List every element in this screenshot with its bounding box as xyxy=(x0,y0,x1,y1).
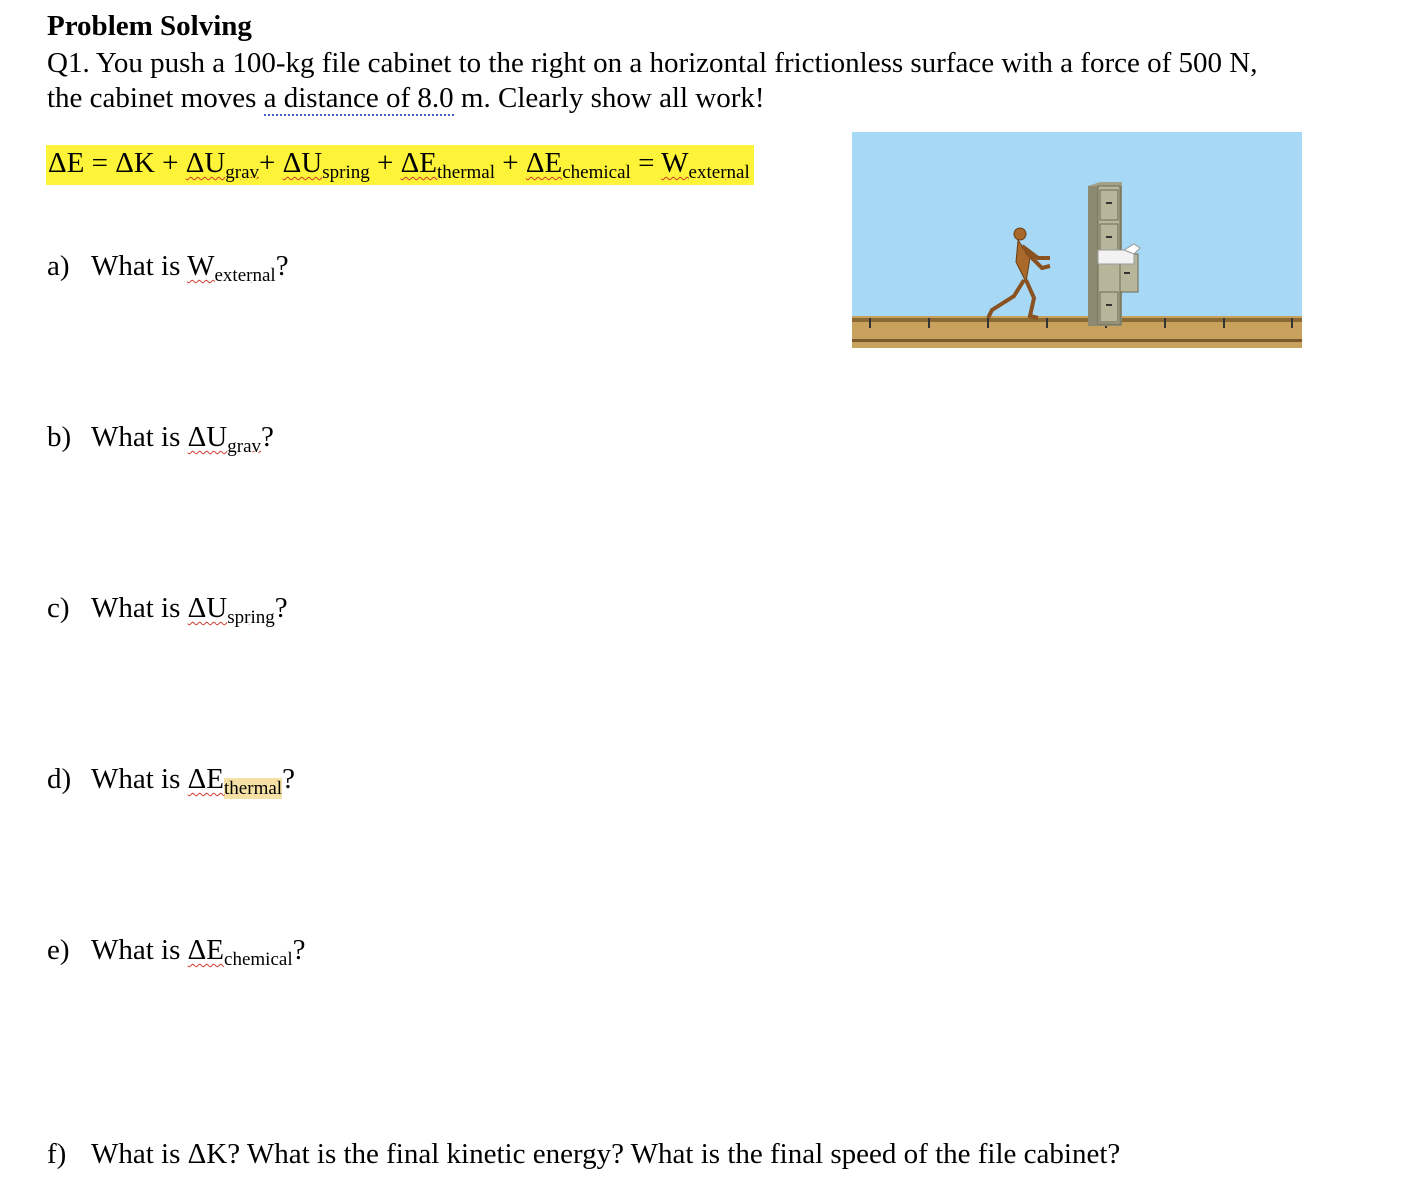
eq-plus: + xyxy=(495,147,526,179)
part-text: What is xyxy=(91,592,188,624)
eq-plus: + xyxy=(154,147,186,179)
symbol-main: ΔE xyxy=(187,934,225,966)
part-text: What is xyxy=(91,763,188,795)
symbol-subscript: grav xyxy=(227,436,262,457)
eq-symbol: ΔE xyxy=(525,147,563,179)
question-text: the cabinet moves xyxy=(47,82,264,114)
part-a xyxy=(47,250,289,286)
energy-equation xyxy=(46,145,754,185)
eq-symbol: W xyxy=(661,147,689,179)
part-label: a) xyxy=(47,250,70,282)
illustration-svg xyxy=(852,132,1302,348)
part-symbol xyxy=(187,763,283,799)
part-label: c) xyxy=(47,592,70,624)
part-text: What is xyxy=(91,934,188,966)
symbol-subscript: thermal xyxy=(224,778,283,799)
page-heading: Problem Solving xyxy=(47,10,252,42)
part-end: ? xyxy=(274,592,288,624)
eq-delta-e-thermal xyxy=(400,147,496,183)
part-symbol xyxy=(187,250,276,286)
part-f xyxy=(47,1138,1120,1171)
eq-subscript: spring xyxy=(322,162,370,183)
part-label: e) xyxy=(47,934,70,966)
part-b xyxy=(47,421,274,457)
eq-delta-e: ΔE xyxy=(48,147,85,179)
part-label: b) xyxy=(47,421,72,453)
part-label: f) xyxy=(47,1138,67,1170)
eq-delta-k: ΔK xyxy=(115,147,155,179)
eq-delta-u-spring xyxy=(282,147,370,183)
part-text: What is ΔK? What is the final kinetic energy? What is the final speed of the file cabinet? xyxy=(91,1138,1121,1170)
eq-w-external xyxy=(661,147,750,183)
eq-symbol: ΔE xyxy=(400,147,437,179)
question-line-2 xyxy=(47,81,765,115)
eq-plus: + xyxy=(369,147,401,179)
eq-subscript: chemical xyxy=(562,162,631,183)
symbol-main: ΔU xyxy=(187,592,228,624)
sky-background xyxy=(852,132,1302,318)
floor-edge xyxy=(852,318,1302,322)
mannequin-head xyxy=(1014,228,1026,240)
part-symbol xyxy=(187,421,262,457)
part-end: ? xyxy=(261,421,274,453)
question-text-end: m. Clearly show all work! xyxy=(453,82,765,114)
question-line-1: Q1. You push a 100-kg file cabinet to the right on a horizontal frictionless surface with a force of 500 N, xyxy=(47,47,1258,79)
symbol-subscript: external xyxy=(214,265,276,286)
part-d xyxy=(47,763,295,799)
eq-symbol: ΔU xyxy=(282,147,323,179)
eq-subscript: grav xyxy=(225,162,260,183)
eq-equals: = xyxy=(630,147,662,179)
eq-symbol: ΔU xyxy=(185,147,226,179)
eq-subscript: thermal xyxy=(436,162,496,183)
floor-stripe xyxy=(852,339,1302,342)
part-label: d) xyxy=(47,763,72,795)
eq-delta-u-grav xyxy=(185,147,260,183)
distance-phrase: a distance of 8.0 xyxy=(263,82,454,114)
part-text: What is xyxy=(91,421,188,453)
part-c xyxy=(47,592,288,628)
part-symbol xyxy=(187,592,275,628)
symbol-subscript: spring xyxy=(227,607,275,628)
eq-equals: = xyxy=(84,147,116,179)
part-symbol xyxy=(187,934,293,970)
symbol-subscript: chemical xyxy=(224,949,293,970)
symbol-main: ΔU xyxy=(187,421,228,453)
symbol-main: W xyxy=(187,250,215,282)
part-end: ? xyxy=(282,763,295,795)
eq-delta-e-chemical xyxy=(525,147,631,183)
eq-plus: + xyxy=(259,147,283,179)
part-end: ? xyxy=(292,934,306,966)
symbol-main: ΔE xyxy=(187,763,225,795)
pushing-cabinet-illustration xyxy=(852,132,1302,348)
part-end: ? xyxy=(275,250,289,282)
part-text: What is xyxy=(91,250,188,282)
part-e xyxy=(47,934,306,970)
eq-subscript: external xyxy=(688,162,750,183)
